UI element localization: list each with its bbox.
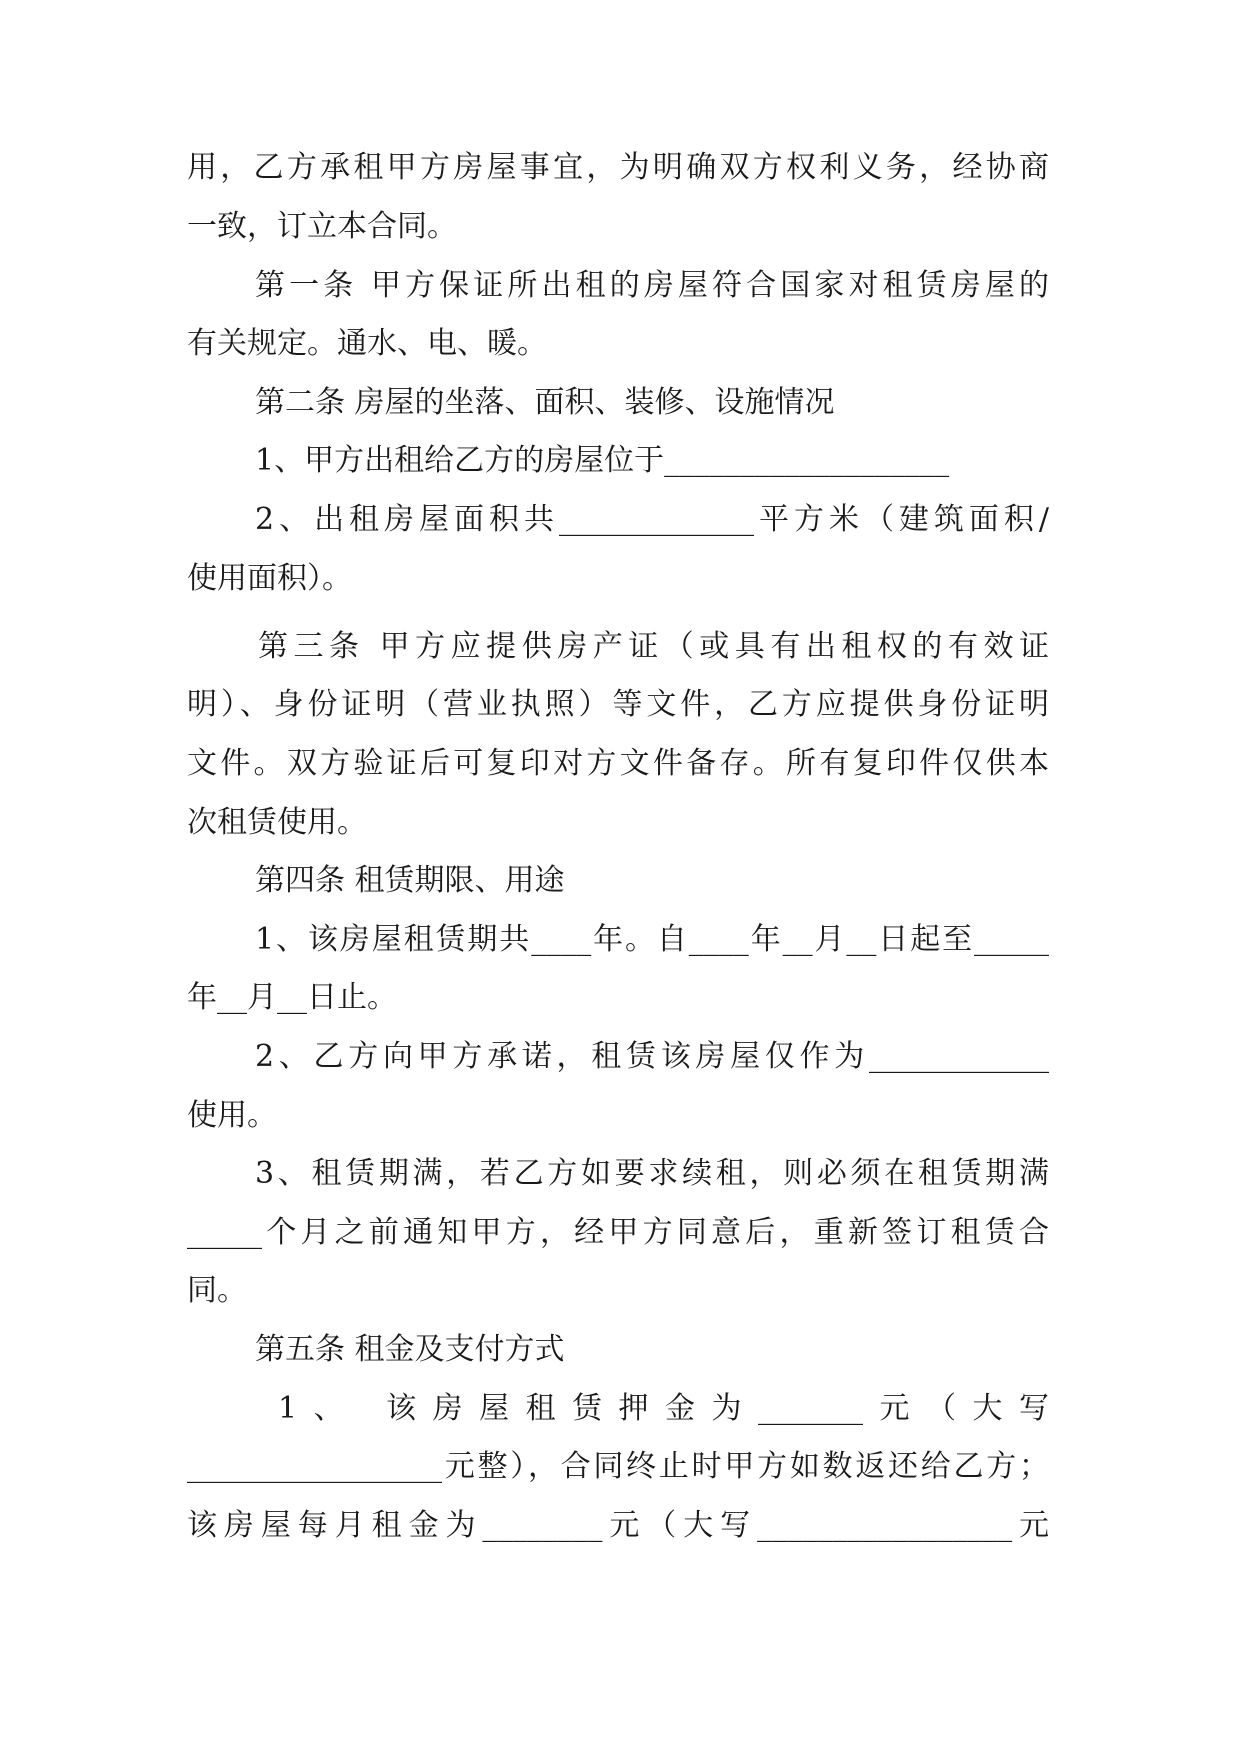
article-heading: 第二条 房屋的坐落、面积、装修、设施情况 (255, 385, 835, 420)
text-line: 1、甲方出租给乙方的房屋位于___________________ (255, 443, 950, 478)
article-heading: 第五条 租金及支付方式 (255, 1332, 565, 1367)
text-line: 同。 (187, 1273, 247, 1308)
article-heading: 第四条 租赁期限、用途 (255, 863, 565, 898)
text-line: 1、该房屋租赁期共____年。自____年__月__日起至_____ (255, 922, 1049, 957)
article-heading: 第一条 甲方保证所出租的房屋符合国家对租赁房屋的 (255, 268, 1049, 303)
text-line: 使用面积）。 (187, 561, 352, 596)
article-heading: 第三条 甲方应提供房产证（或具有出租权的有效证 (258, 629, 1049, 664)
text-line: 使用。 (187, 1098, 277, 1133)
text-line: 1、 该房屋租赁押金为_______元（大写 (278, 1391, 1049, 1426)
text-line: 3、租赁期满，若乙方如要求续租，则必须在租赁期满 (255, 1156, 1049, 1191)
text-line: 2、出租房屋面积共_____________平方米（建筑面积/ (255, 502, 1049, 537)
text-line: 有关规定。通水、电、暖。 (187, 326, 547, 361)
text-line: 明）、身份证明（营业执照）等文件，乙方应提供身份证明 (187, 687, 1049, 722)
text-line: _____个月之前通知甲方，经甲方同意后，重新签订租赁合 (187, 1215, 1049, 1250)
text-line: 次租赁使用。 (187, 805, 367, 840)
text-line: 文件。双方验证后可复印对方文件备存。所有复印件仅供本 (187, 746, 1049, 781)
text-line: 用，乙方承租甲方房屋事宜，为明确双方权利义务，经协商 (187, 150, 1049, 185)
text-line: 一致，订立本合同。 (187, 209, 457, 244)
text-line: 年__月__日止。 (187, 980, 397, 1015)
text-line: 2、乙方向甲方承诺，租赁该房屋仅作为____________ (255, 1039, 1049, 1074)
text-line: 该房屋每月租金为________元（大写_________________元 (187, 1508, 1049, 1543)
text-line: _________________元整），合同终止时甲方如数返还给乙方； (187, 1449, 1049, 1484)
